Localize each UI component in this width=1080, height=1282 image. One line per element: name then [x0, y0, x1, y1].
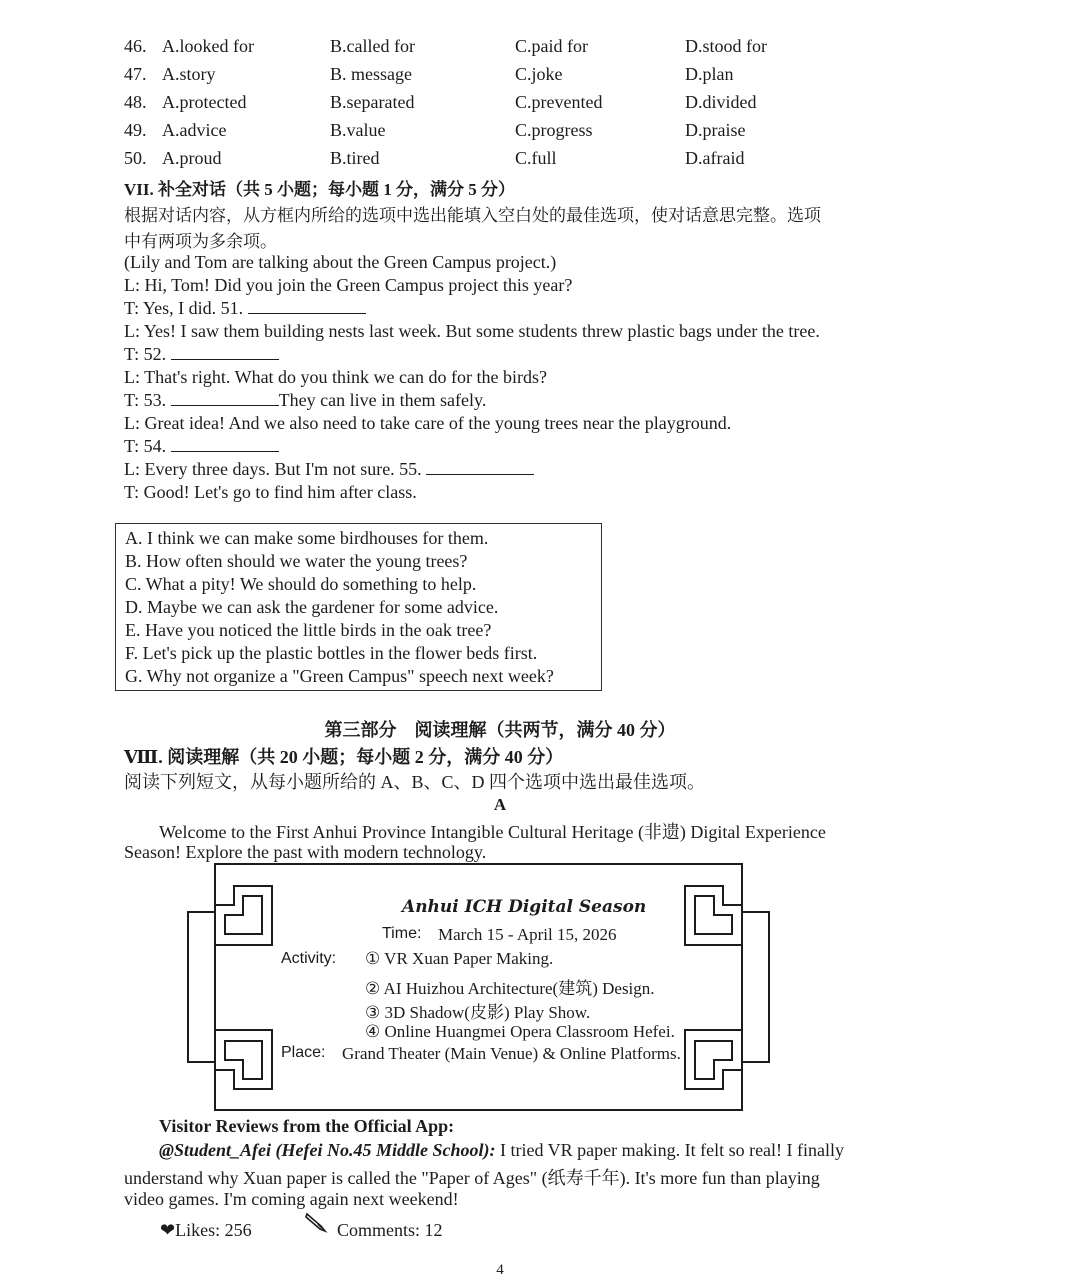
left-bracket [188, 912, 215, 1062]
dialogue-text: They can live in them safely. [278, 390, 487, 410]
dialogue-context: (Lily and Tom are talking about the Green Campus project.) [124, 252, 557, 272]
passage-label: A [493, 795, 507, 814]
section-heading: Ⅷ. 阅读理解（共 20 小题；每小题 2 分，满分 40 分） [124, 747, 564, 767]
dialogue-line: L: Hi, Tom! Did you join the Green Campus project this year? [124, 275, 573, 295]
corner-ornament [215, 1030, 272, 1089]
poster-title: Anhui ICH Digital Season [402, 897, 647, 917]
dialogue-line: L: Yes! I saw them building nests last week. But some students threw plastic bags under the tree. [124, 321, 820, 341]
box-option: D. Maybe we can ask the gardener for some advice. [125, 597, 499, 617]
likes-count[interactable]: ❤Likes: 256 [160, 1220, 252, 1240]
question-number: 47. [124, 64, 147, 84]
option-a: A.protected [162, 92, 247, 112]
corner-ornament [685, 1030, 742, 1089]
box-option: F. Let's pick up the plastic bottles in the flower beds first. [125, 643, 538, 663]
place-value: Grand Theater (Main Venue) & Online Platforms. [342, 1044, 681, 1063]
reviews-heading: Visitor Reviews from the Official App: [159, 1116, 455, 1136]
dialogue-text: T: Yes, I did. 51. [124, 298, 244, 318]
option-b: B.separated [330, 92, 415, 112]
option-d: D.praise [685, 120, 746, 140]
question-number: 48. [124, 92, 147, 112]
dialogue-text: L: Every three days. But I'm not sure. 55. [124, 459, 422, 479]
option-b: B.called for [330, 36, 415, 56]
box-option: B. How often should we water the young trees? [125, 551, 468, 571]
part-title: 第三部分 阅读理解（共两节，满分 40 分） [324, 720, 676, 740]
option-c: C.full [515, 148, 557, 168]
dialogue-line: L: Great idea! And we also need to take care of the young trees near the playground. [124, 413, 732, 433]
time-label: Time: [382, 925, 422, 942]
intro-line: Welcome to the First Anhui Province Intangible Cultural Heritage (非遗) Digital Experience [159, 822, 826, 842]
box-option: G. Why not organize a "Green Campus" speech next week? [125, 666, 554, 686]
option-d: D.afraid [685, 148, 745, 168]
option-a: A.proud [162, 148, 222, 168]
review-line: video games. I'm coming again next weekend! [124, 1189, 459, 1209]
option-d: D.stood for [685, 36, 767, 56]
instruction-line: 根据对话内容，从方框内所给的选项中选出能填入空白处的最佳选项，使对话意思完整。选项 [124, 206, 821, 225]
activity-item: ③ 3D Shadow(皮影) Play Show. [365, 1003, 591, 1022]
option-a: A.looked for [162, 36, 254, 56]
review-author[interactable]: @Student_Afei (Hefei No.45 Middle School): [159, 1140, 496, 1160]
option-c: C.joke [515, 64, 563, 84]
question-number: 49. [124, 120, 147, 140]
review-text: I tried VR paper making. It felt so real! I finally [495, 1140, 845, 1160]
activity-item: ① VR Xuan Paper Making. [365, 949, 554, 968]
option-c: C.prevented [515, 92, 603, 112]
comments-count[interactable]: Comments: 12 [337, 1220, 443, 1240]
instruction-line: 中有两项为多余项。 [124, 232, 277, 251]
question-number: 46. [124, 36, 147, 56]
time-value: March 15 - April 15, 2026 [438, 925, 617, 944]
place-label: Place: [281, 1044, 326, 1061]
review-line: understand why Xuan paper is called the "Paper of Ages" (纸寿千年). It's more fun than playing [124, 1168, 820, 1188]
option-b: B. message [330, 64, 412, 84]
box-option: E. Have you noticed the little birds in the oak tree? [125, 620, 492, 640]
right-bracket [742, 912, 769, 1062]
dialogue-text: T: 54. [124, 436, 167, 456]
instruction-line: 阅读下列短文，从每小题所给的 A、B、C、D 四个选项中选出最佳选项。 [124, 772, 706, 792]
option-a: A.story [162, 64, 216, 84]
option-a: A.advice [162, 120, 227, 140]
option-d: D.divided [685, 92, 757, 112]
option-b: B.tired [330, 148, 380, 168]
dialogue-text: T: 52. [124, 344, 167, 364]
question-number: 50. [124, 148, 147, 168]
dialogue-line: T: Good! Let's go to find him after class. [124, 482, 417, 502]
dialogue-line: L: That's right. What do you think we can do for the birds? [124, 367, 547, 387]
dialogue-text: T: 53. [124, 390, 167, 410]
section-heading: VII. 补全对话（共 5 小题；每小题 1 分，满分 5 分） [124, 180, 516, 199]
corner-ornament [685, 886, 742, 945]
review-line [159, 1140, 844, 1161]
intro-line: Season! Explore the past with modern technology. [124, 842, 487, 862]
option-b: B.value [330, 120, 386, 140]
option-c: C.progress [515, 120, 593, 140]
box-option: A. I think we can make some birdhouses for them. [125, 528, 489, 548]
option-d: D.plan [685, 64, 734, 84]
corner-ornament [215, 886, 272, 945]
activity-item: ② AI Huizhou Architecture(建筑) Design. [365, 979, 655, 998]
page-number: 4 [496, 1262, 504, 1278]
activity-label: Activity: [281, 950, 337, 967]
pencil-icon[interactable] [303, 1211, 329, 1235]
option-c: C.paid for [515, 36, 588, 56]
activity-item: ④ Online Huangmei Opera Classroom Hefei. [365, 1022, 675, 1041]
box-option: C. What a pity! We should do something to help. [125, 574, 477, 594]
